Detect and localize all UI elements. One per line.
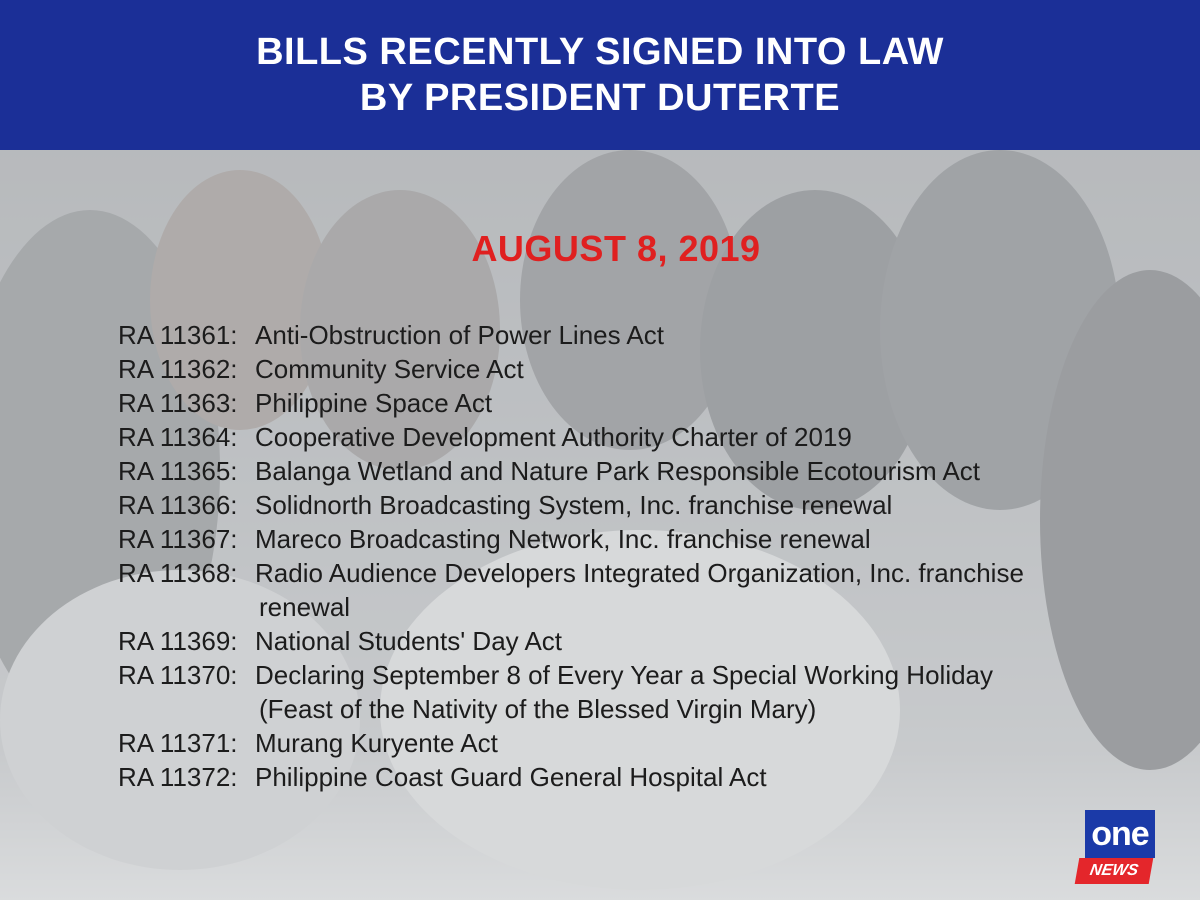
list-item <box>118 386 1118 420</box>
law-title: Murang Kuryente Act <box>255 728 498 758</box>
headline-banner <box>0 0 1200 150</box>
one-news-logo <box>1077 810 1155 885</box>
list-item <box>118 726 1118 760</box>
law-title: Community Service Act <box>255 354 524 384</box>
headline-line-2: BY PRESIDENT DUTERTE <box>359 77 841 119</box>
law-code: RA 11364: <box>118 422 238 452</box>
law-title-continued: (Feast of the Nativity of the Blessed Virgin Mary) <box>259 694 817 724</box>
list-item <box>118 556 1118 624</box>
laws-list <box>118 318 1118 794</box>
law-code: RA 11370: <box>118 660 238 690</box>
signing-date: AUGUST 8, 2019 <box>471 228 761 269</box>
law-title: Balanga Wetland and Nature Park Responsible Ecotourism Act <box>255 456 981 486</box>
law-code: RA 11365: <box>118 456 238 486</box>
list-item <box>118 522 1118 556</box>
list-item <box>118 318 1118 352</box>
law-title: National Students' Day Act <box>255 626 563 656</box>
law-code: RA 11368: <box>118 558 238 588</box>
law-title: Radio Audience Developers Integrated Organization, Inc. franchise <box>255 558 1024 588</box>
list-item <box>118 454 1118 488</box>
law-title-continued: renewal <box>259 592 351 622</box>
list-item <box>118 420 1118 454</box>
law-code: RA 11361: <box>118 320 238 350</box>
law-code: RA 11371: <box>118 728 238 758</box>
logo-news-text: NEWS <box>1075 858 1154 884</box>
law-code: RA 11369: <box>118 626 238 656</box>
law-title: Philippine Coast Guard General Hospital Act <box>255 762 767 792</box>
list-item <box>118 488 1118 522</box>
law-title: Declaring September 8 of Every Year a Special Working Holiday <box>255 660 994 690</box>
law-title: Mareco Broadcasting Network, Inc. franchise renewal <box>255 524 871 554</box>
list-item <box>118 624 1118 658</box>
list-item <box>118 352 1118 386</box>
law-title: Cooperative Development Authority Charter of 2019 <box>255 422 852 452</box>
list-item <box>118 658 1118 726</box>
law-title: Solidnorth Broadcasting System, Inc. franchise renewal <box>255 490 893 520</box>
list-item <box>118 760 1118 794</box>
law-code: RA 11367: <box>118 524 238 554</box>
law-title: Philippine Space Act <box>255 388 493 418</box>
headline-line-1: BILLS RECENTLY SIGNED INTO LAW <box>256 31 944 73</box>
law-code: RA 11372: <box>118 762 238 792</box>
law-code: RA 11366: <box>118 490 238 520</box>
law-code: RA 11362: <box>118 354 238 384</box>
law-code: RA 11363: <box>118 388 238 418</box>
logo-one-text: one <box>1085 810 1155 858</box>
law-title: Anti-Obstruction of Power Lines Act <box>255 320 664 350</box>
